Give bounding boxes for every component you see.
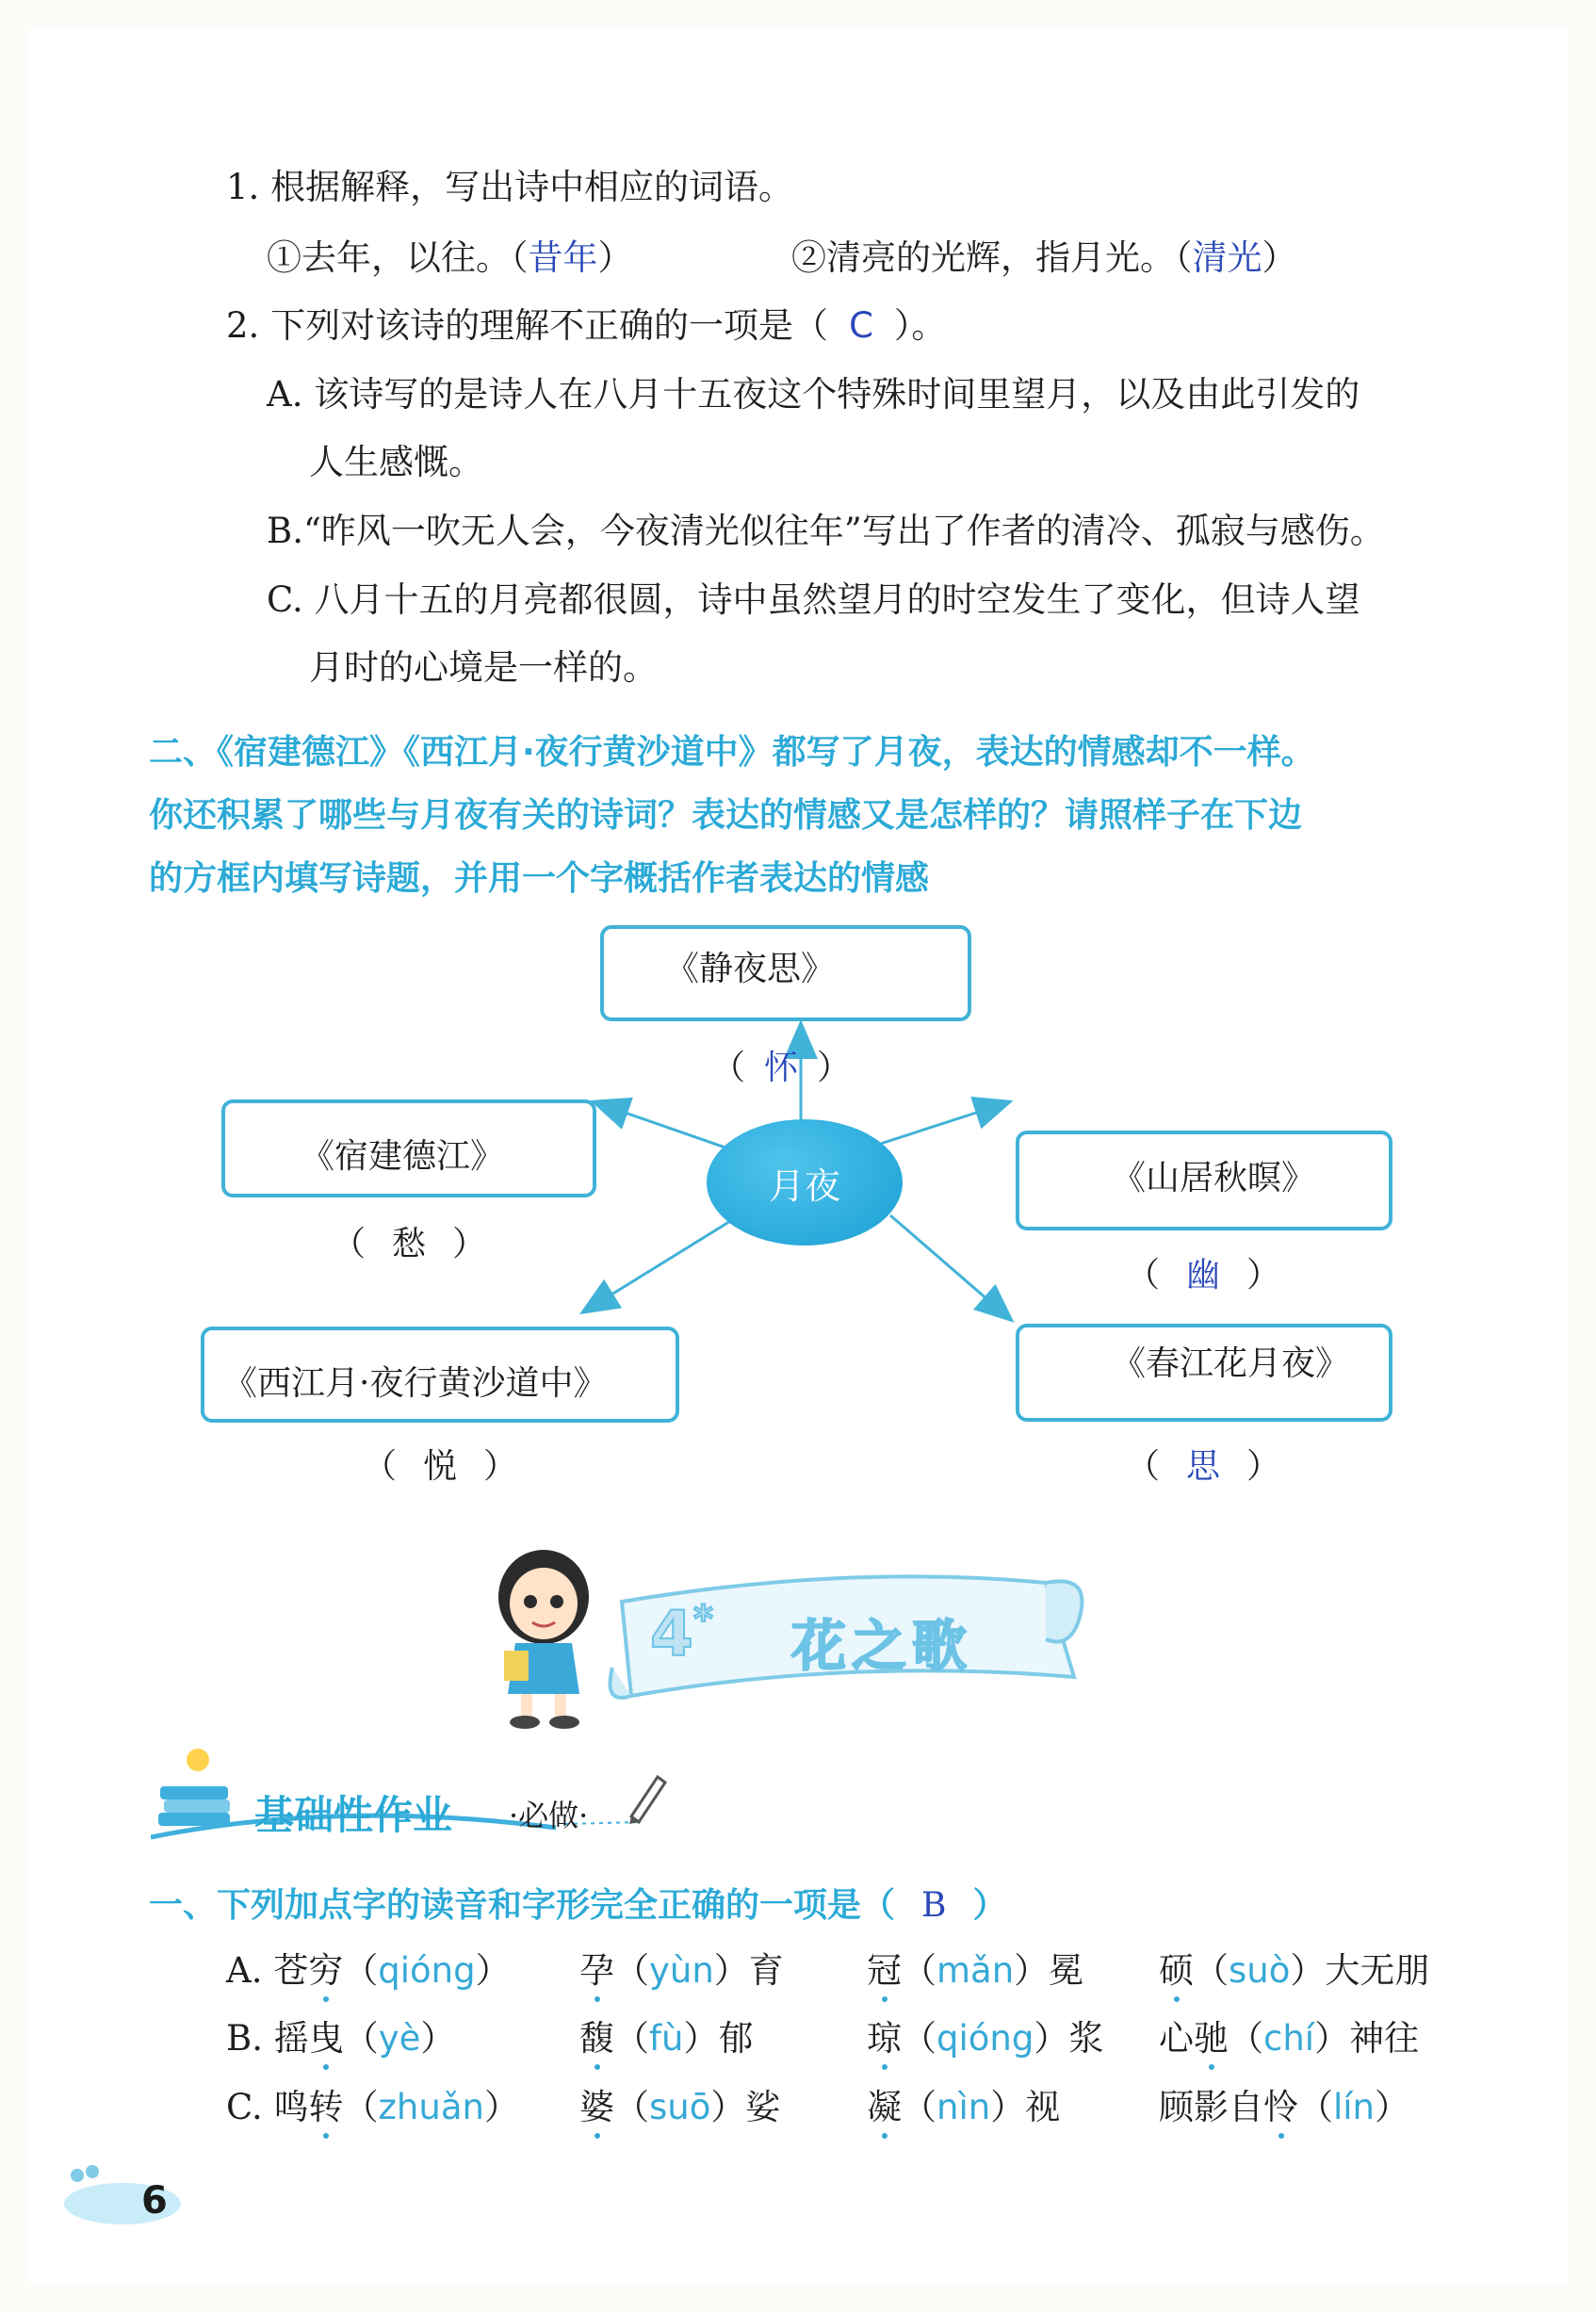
q3-option-cell: 孕（yùn）育 — [579, 1950, 784, 1991]
q3-option-cell: 馥（fù）郁 — [579, 2018, 754, 2059]
q2-answer: C — [849, 305, 873, 346]
q2-option-a-line2: 人生感慨。 — [309, 442, 483, 482]
q2-option-b: B.“昨风一吹无人会，今夜清光似往年”写出了作者的清冷、孤寂与感伤。 — [267, 511, 1385, 551]
dotted-character: 孕 — [579, 1950, 614, 1991]
q3-option-cell: A. 苍穷（qióng） — [226, 1950, 511, 1991]
q3-option-cell: 顾影自怜（lín） — [1159, 2087, 1410, 2127]
pinyin: zhuǎn — [378, 2087, 484, 2127]
pinyin: qióng — [378, 1950, 476, 1991]
q3-title: 一、下列加点字的读音和字形完全正确的一项是（ B ） — [149, 1886, 1007, 1925]
mindmap-paren-top: （ 怀 ） — [711, 1049, 852, 1087]
dotted-character: 馥 — [579, 2018, 614, 2059]
lesson-title: 花之歌 — [791, 1614, 973, 1678]
mindmap-box-left-top: 《宿建德江》 — [221, 1099, 596, 1197]
q3-answer: B — [921, 1886, 947, 1925]
page-number: 6 — [141, 2179, 168, 2222]
q2-option-a-line1: A. 该诗写的是诗人在八月十五夜这个特殊时间里望月，以及由此引发的 — [267, 374, 1360, 415]
pinyin: lín — [1333, 2087, 1376, 2127]
dotted-character: 冠 — [867, 1950, 902, 1991]
dotted-character: 转 — [308, 2087, 344, 2127]
pinyin: nìn — [936, 2087, 991, 2127]
pinyin: yè — [378, 2018, 421, 2059]
q3-option-cell: 冠（mǎn）冕 — [867, 1950, 1084, 1991]
q2-option-c-line1: C. 八月十五的月亮都很圆，诗中虽然望月的时空发生了变化，但诗人望 — [267, 579, 1360, 620]
q1-title: 1. 根据解释，写出诗中相应的词语。 — [226, 167, 794, 207]
pinyin: suò — [1229, 1950, 1291, 1991]
q1-item1: ①去年，以往。（昔年） — [267, 237, 633, 278]
dotted-character: 穷 — [308, 1950, 344, 1991]
mindmap-paren-right-bottom: （ 思 ） — [1126, 1447, 1281, 1486]
pinyin: mǎn — [936, 1950, 1015, 1991]
girl-illustration-icon — [485, 1545, 608, 1734]
lesson-banner — [603, 1564, 1093, 1710]
mindmap-box-right-top: 《山居秋暝》 — [1016, 1131, 1392, 1230]
q3-option-cell: 硕（suò）大无朋 — [1159, 1950, 1430, 1991]
mindmap-box-top: 《静夜思》 — [600, 925, 971, 1021]
snail-icon — [57, 2162, 198, 2228]
mindmap-paren-right-top: （ 幽 ） — [1126, 1256, 1281, 1294]
dotted-character: 怜 — [1263, 2087, 1298, 2127]
pencil-icon — [622, 1769, 669, 1826]
dotted-character: 琼 — [867, 2018, 902, 2059]
lesson-number: 4* — [650, 1598, 713, 1670]
mindmap-box-left-bottom: 《西江月·夜行黄沙道中》 — [201, 1327, 679, 1423]
mindmap-paren-left-bottom: （ 悦 ） — [363, 1447, 518, 1486]
homework-tag: ·必做· — [509, 1798, 589, 1833]
pinyin: suō — [649, 2087, 711, 2127]
q2-title: 2. 下列对该诗的理解不正确的一项是（ C ）。 — [226, 305, 947, 346]
homework-title: 基础性作业 — [254, 1792, 453, 1838]
dotted-character: 婆 — [579, 2087, 614, 2127]
q1-item2: ②清亮的光辉，指月光。（清光） — [791, 237, 1297, 278]
page-number-badge — [57, 2162, 198, 2228]
q3-option-cell: 凝（nìn）视 — [867, 2087, 1061, 2127]
pinyin: qióng — [936, 2018, 1034, 2059]
q1-answer2: 清光 — [1192, 237, 1262, 278]
dotted-character: 硕 — [1159, 1950, 1194, 1991]
q3-option-cell: 婆（suō）娑 — [579, 2087, 781, 2127]
section2-line2: 你还积累了哪些与月夜有关的诗词？表达的情感又是怎样的？请照样子在下边 — [149, 796, 1303, 835]
q1-answer1: 昔年 — [528, 237, 598, 278]
q3-option-cell: B. 摇曳（yè） — [226, 2018, 456, 2059]
mindmap-center: 月夜 — [707, 1119, 903, 1246]
dotted-character: 曳 — [308, 2018, 344, 2059]
mindmap-paren-left-top: （ 愁 ） — [332, 1225, 487, 1263]
section2-line1: 二、《宿建德江》《西江月·夜行黄沙道中》都写了月夜，表达的情感却不一样。 — [149, 733, 1315, 772]
q3-option-cell: 心驰（chí）神往 — [1159, 2018, 1420, 2059]
pinyin: yùn — [649, 1950, 714, 1991]
mindmap-box-right-bottom: 《春江花月夜》 — [1016, 1324, 1392, 1422]
dotted-character: 驰 — [1194, 2018, 1229, 2059]
q2-option-c-line2: 月时的心境是一样的。 — [309, 647, 658, 688]
pinyin: chí — [1263, 2018, 1315, 2059]
pinyin: fù — [649, 2018, 684, 2059]
dotted-character: 凝 — [867, 2087, 902, 2127]
q3-option-cell: C. 鸣转（zhuǎn） — [226, 2087, 519, 2127]
q3-option-cell: 琼（qióng）浆 — [867, 2018, 1104, 2059]
section2-line3: 的方框内填写诗题，并用一个字概括作者表达的情感 — [149, 859, 930, 898]
homework-header — [151, 1743, 678, 1847]
